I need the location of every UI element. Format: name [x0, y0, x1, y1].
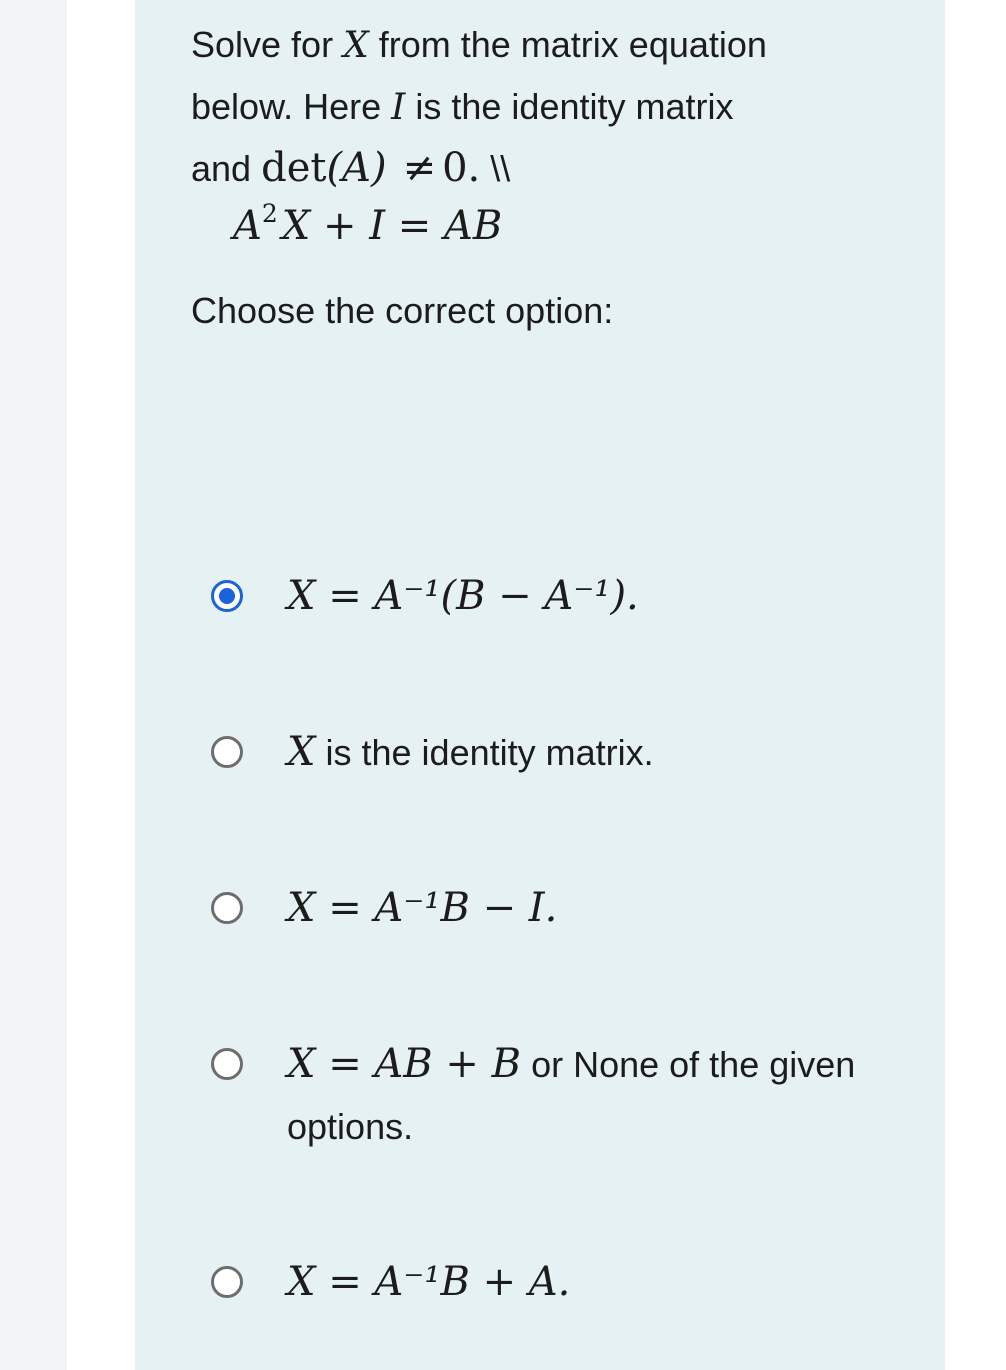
option-2-math: X	[287, 729, 316, 775]
left-margin-strip	[0, 0, 67, 1370]
question-card	[135, 0, 945, 1370]
radio-button[interactable]	[211, 1048, 243, 1080]
option-1-label	[287, 565, 907, 628]
latex-break-text: \\	[490, 148, 511, 189]
option-3-math: X = A⁻¹B − I.	[287, 885, 558, 931]
radio-button[interactable]	[211, 1266, 243, 1298]
question-text-part: Solve for	[191, 24, 334, 65]
equation-rest: X + I = AB	[281, 203, 503, 249]
question-text-part: and	[191, 148, 252, 189]
not-equal-sign: ≠	[402, 145, 437, 191]
option-4-label	[287, 1033, 907, 1158]
radio-button[interactable]	[211, 736, 243, 768]
matrix-equation	[233, 196, 502, 256]
question-text-part: is the identity matrix	[415, 86, 734, 127]
zero-value: 0.	[442, 145, 481, 191]
option-1-math: X = A⁻¹(B − A⁻¹).	[287, 573, 639, 619]
equation-exponent: 2	[261, 198, 278, 228]
radio-button-selected[interactable]	[211, 580, 243, 612]
option-2-text: is the identity matrix.	[325, 732, 654, 773]
choose-prompt: Choose the correct option:	[191, 290, 614, 331]
question-text-part: below. Here	[191, 86, 382, 127]
variable-i: I	[391, 87, 406, 128]
option-2-label	[287, 721, 907, 784]
option-4-text: or None of the given options.	[287, 1044, 856, 1147]
option-4-math: X = AB + B	[287, 1041, 522, 1087]
radio-button[interactable]	[211, 892, 243, 924]
det-operator: det	[261, 145, 327, 191]
variable-x: X	[343, 25, 369, 66]
det-argument: (A)	[326, 145, 387, 191]
option-5-math: X = A⁻¹B + A.	[287, 1259, 571, 1305]
option-5-label	[287, 1251, 907, 1314]
radio-dot	[219, 588, 235, 604]
equation-base: A	[233, 203, 262, 249]
option-3-label	[287, 877, 907, 940]
question-text	[191, 14, 911, 199]
question-text-part: from the matrix equation	[378, 24, 767, 65]
